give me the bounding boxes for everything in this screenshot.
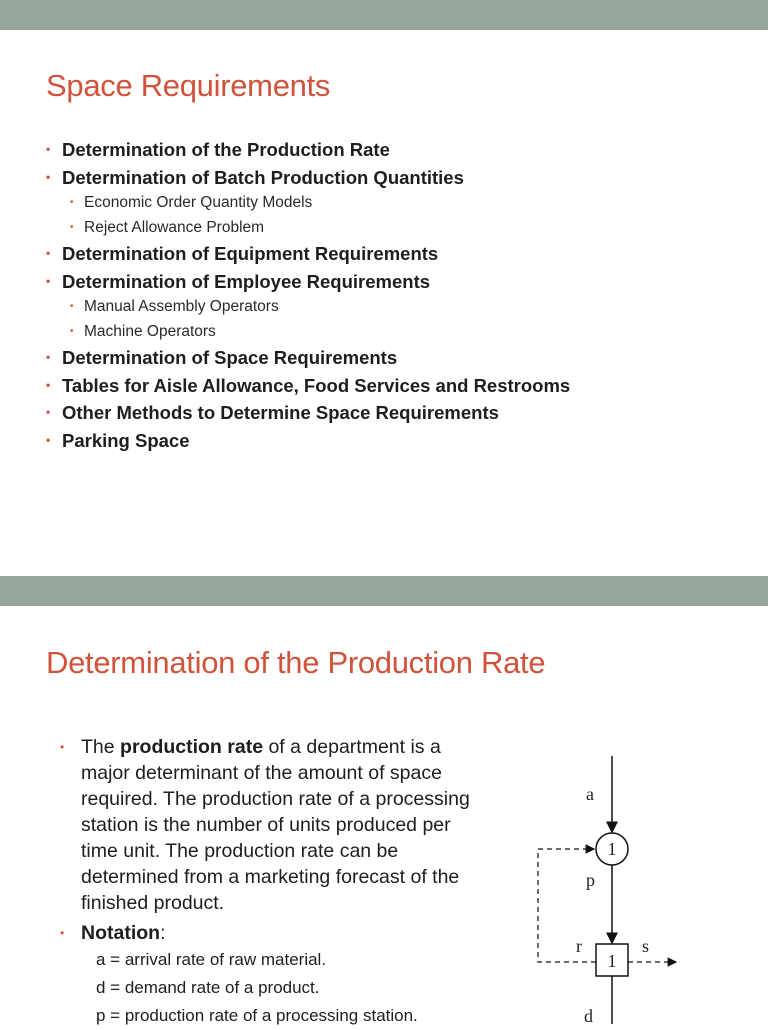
- bullet-dot-icon: •: [60, 926, 65, 940]
- bullet-item: • Determination of Batch Production Quantities: [46, 164, 570, 192]
- notation-item: p = production rate of a processing station.: [96, 1006, 418, 1025]
- bullet-item: • Determination of Equipment Requirements: [46, 240, 570, 268]
- slide2-top-band: [0, 576, 768, 606]
- bullet-dot-icon: •: [70, 221, 74, 233]
- label-p: p: [586, 870, 595, 890]
- bullet-dot-icon: •: [46, 350, 51, 364]
- bullet-dot-icon: •: [46, 405, 51, 419]
- sub-bullet-item: • Machine Operators: [46, 320, 570, 345]
- bullet-dot-icon: •: [70, 197, 74, 208]
- slide2-body: [60, 734, 480, 946]
- notation-list: [96, 946, 418, 1030]
- bullet-item: • Determination of Space Requirements: [46, 344, 570, 372]
- notation-item: d = demand rate of a product.: [96, 978, 320, 997]
- box-label: 1: [607, 951, 617, 971]
- bullet-dot-icon: •: [60, 740, 65, 754]
- bullet-dot-icon: •: [70, 301, 74, 312]
- sub-bullet-item: • Economic Order Quantity Models: [46, 191, 570, 216]
- circle-label: 1: [607, 839, 617, 859]
- notation-item: a = arrival rate of raw material.: [96, 950, 327, 969]
- production-rate-term: production rate: [120, 736, 264, 758]
- slide1-bullet-list: [46, 136, 570, 454]
- bullet-dot-icon: •: [46, 246, 51, 260]
- label-r: r: [576, 936, 582, 956]
- bullet-item: • Determination of the Production Rate: [46, 136, 570, 164]
- slide2-title: Determination of the Production Rate: [46, 645, 546, 680]
- bullet-item: • Parking Space: [46, 427, 570, 455]
- notation-heading: • Notation:: [60, 922, 166, 944]
- slide1-title: Space Requirements: [46, 68, 331, 103]
- bullet-item: • Other Methods to Determine Space Requirements: [46, 399, 570, 427]
- bullet-item: • Determination of Employee Requirements: [46, 268, 570, 296]
- label-a: a: [586, 784, 594, 804]
- sub-bullet-item: • Reject Allowance Problem: [46, 216, 570, 241]
- bullet-dot-icon: •: [46, 169, 51, 184]
- label-d: d: [584, 1006, 593, 1024]
- sub-bullet-item: • Manual Assembly Operators: [46, 295, 570, 320]
- label-s: s: [642, 936, 650, 956]
- reject-feedback-line: [538, 849, 596, 962]
- bullet-item: • Tables for Aisle Allowance, Food Services and Restrooms: [46, 372, 570, 400]
- slide1-top-band: [0, 0, 768, 30]
- bullet-dot-icon: •: [46, 273, 51, 288]
- bullet-dot-icon: •: [46, 377, 51, 392]
- bullet-dot-icon: •: [46, 142, 51, 156]
- bullet-dot-icon: •: [70, 325, 74, 337]
- production-rate-paragraph: • The production rate of a department is a major determinant of the amount of space required. The production rate of a processing station is the number of units produced per time unit. The production rate can be determined from a marketing forecast of the finished product.: [60, 736, 470, 914]
- bullet-dot-icon: •: [46, 432, 51, 447]
- production-flow-diagram: [530, 752, 690, 1024]
